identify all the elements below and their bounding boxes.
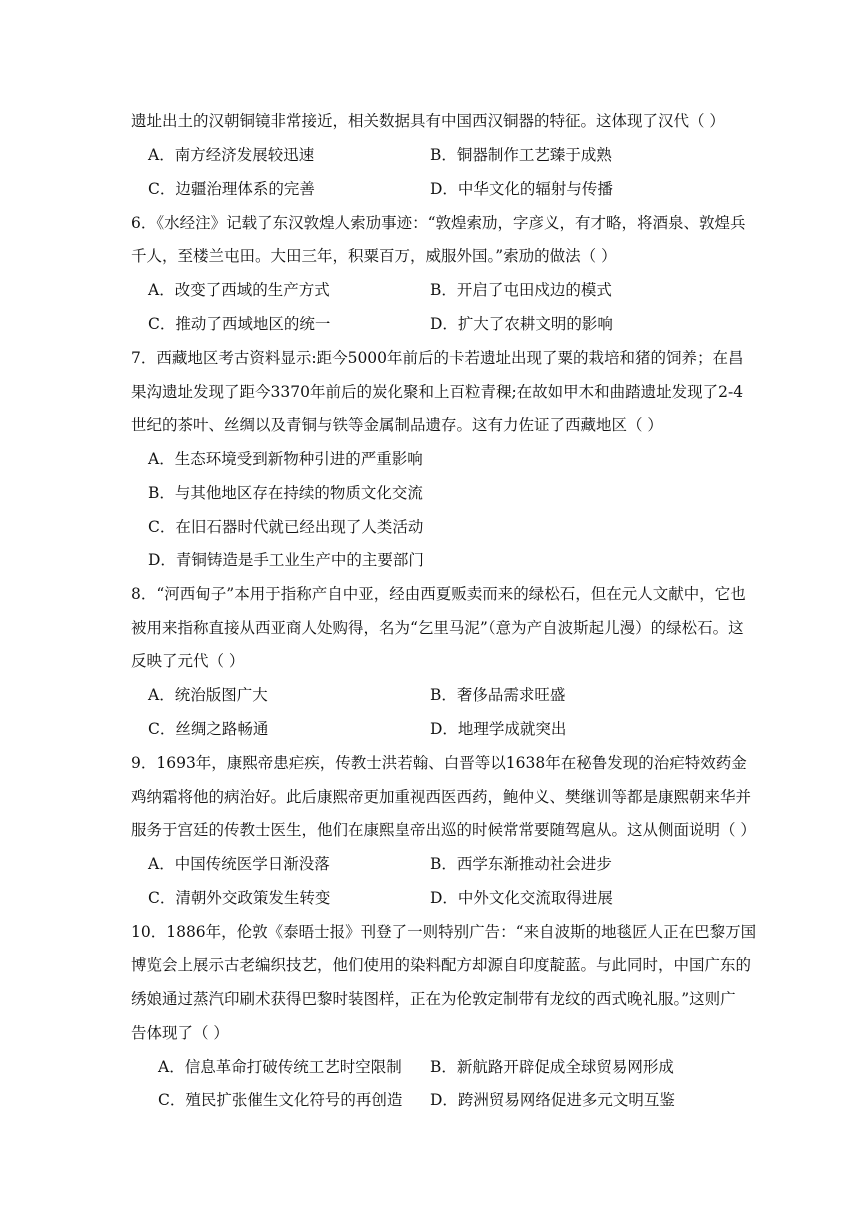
q9-option-b: B．西学东渐推动社会进步: [430, 855, 612, 873]
q5-option-c: C．边疆治理体系的完善: [148, 180, 315, 198]
question-8-stem-line-1: 8．“河西甸子”本用于指称产自中亚，经由西夏贩卖而来的绿松石，但在元人文献中，它也: [131, 585, 746, 603]
question-10-stem-line-2: 博览会上展示古老编织技艺，他们使用的染料配方却源自印度靛蓝。与此同时，中国广东的: [131, 956, 752, 974]
question-7-stem-line-1: 7．西藏地区考古资料显示:距今5000年前后的卡若遗址出现了粟的栽培和猪的饲养；在昌: [131, 349, 744, 367]
question-10-stem-line-3: 绣娘通过蒸汽印刷术获得巴黎时装图样，正在为伦敦定制带有龙纹的西式晚礼服。”这则广: [131, 990, 736, 1008]
question-8-stem-line-3: 反映了元代（ ）: [131, 652, 245, 670]
q5-option-a: A．南方经济发展较迅速: [148, 146, 315, 164]
question-8-stem-line-2: 被用来指称直接从西亚商人处购得，名为“乞里马泥”（意为产自波斯起儿漫）的绿松石。这: [131, 619, 744, 637]
question-7-stem-line-2: 果沟遗址发现了距今3370年前后的炭化聚和上百粒青稞;在故如甲木和曲踏遗址发现了2-4: [131, 383, 744, 401]
question-5-stem: 遗址出土的汉朝铜镜非常接近，相关数据具有中国西汉铜器的特征。这体现了汉代（ ）: [131, 112, 725, 130]
q9-option-d: D．中外文化交流取得进展: [430, 889, 613, 907]
q8-option-c: C．丝绸之路畅通: [148, 720, 269, 738]
question-10-stem-line-1: 10．1886年，伦敦《泰晤士报》刊登了一则特别广告：“来自波斯的地毯匠人正在巴黎万国: [131, 923, 757, 941]
q10-option-b: B．新航路开辟促成全球贸易网形成: [430, 1058, 674, 1076]
q6-option-d: D．扩大了农耕文明的影响: [430, 315, 613, 333]
q7-option-c: C．在旧石器时代就已经出现了人类活动: [148, 518, 424, 536]
q10-option-c: C．殖民扩张催生文化符号的再创造: [158, 1091, 403, 1109]
question-10-stem-line-4: 告体现了（ ）: [131, 1024, 229, 1042]
q5-option-b: B．铜器制作工艺臻于成熟: [430, 146, 612, 164]
q5-option-d: D．中华文化的辐射与传播: [430, 180, 613, 198]
q9-option-a: A．中国传统医学日渐没落: [148, 855, 330, 873]
q8-option-b: B．奢侈品需求旺盛: [430, 686, 566, 704]
q6-option-a: A．改变了西域的生产方式: [148, 281, 330, 299]
q9-option-c: C．清朝外交政策发生转变: [148, 889, 331, 907]
q7-option-d: D．青铜铸造是手工业生产中的主要部门: [148, 551, 424, 569]
q8-option-a: A．统治版图广大: [148, 686, 268, 704]
q8-option-d: D．地理学成就突出: [430, 720, 567, 738]
q10-option-d: D．跨洲贸易网络促进多元文明互鉴: [430, 1091, 675, 1109]
q6-option-b: B．开启了屯田戍边的模式: [430, 281, 612, 299]
question-6-stem-line-1: 6．《水经注》记载了东汉敦煌人索劢事迹：“敦煌索劢，字彦义，有才略，将酒泉、敦煌兵: [131, 214, 746, 232]
question-7-stem-line-3: 世纪的茶叶、丝绸以及青铜与铁等金属制品遗存。这有力佐证了西藏地区（ ）: [131, 416, 663, 434]
question-9-stem-line-1: 9．1693年，康熙帝患疟疾，传教士洪若翰、白晋等以1638年在秘鲁发现的治疟特效药金: [131, 754, 747, 772]
q6-option-c: C．推动了西域地区的统一: [148, 315, 331, 333]
question-6-stem-line-2: 千人，至楼兰屯田。大田三年，积粟百万，威服外国。”索劢的做法（ ）: [131, 247, 617, 265]
q7-option-a: A．生态环境受到新物种引进的严重影响: [148, 450, 423, 468]
question-9-stem-line-3: 服务于宫廷的传教士医生，他们在康熙皇帝出巡的时候常常要随驾扈从。这从侧面说明（ ）: [131, 821, 756, 839]
question-9-stem-line-2: 鸡纳霜将他的病治好。此后康熙帝更加重视西医西药，鲍仲义、樊继训等都是康熙朝来华并: [131, 788, 752, 806]
q10-option-a: A．信息革命打破传统工艺时空限制: [158, 1058, 402, 1076]
q7-option-b: B．与其他地区存在持续的物质文化交流: [148, 484, 423, 502]
